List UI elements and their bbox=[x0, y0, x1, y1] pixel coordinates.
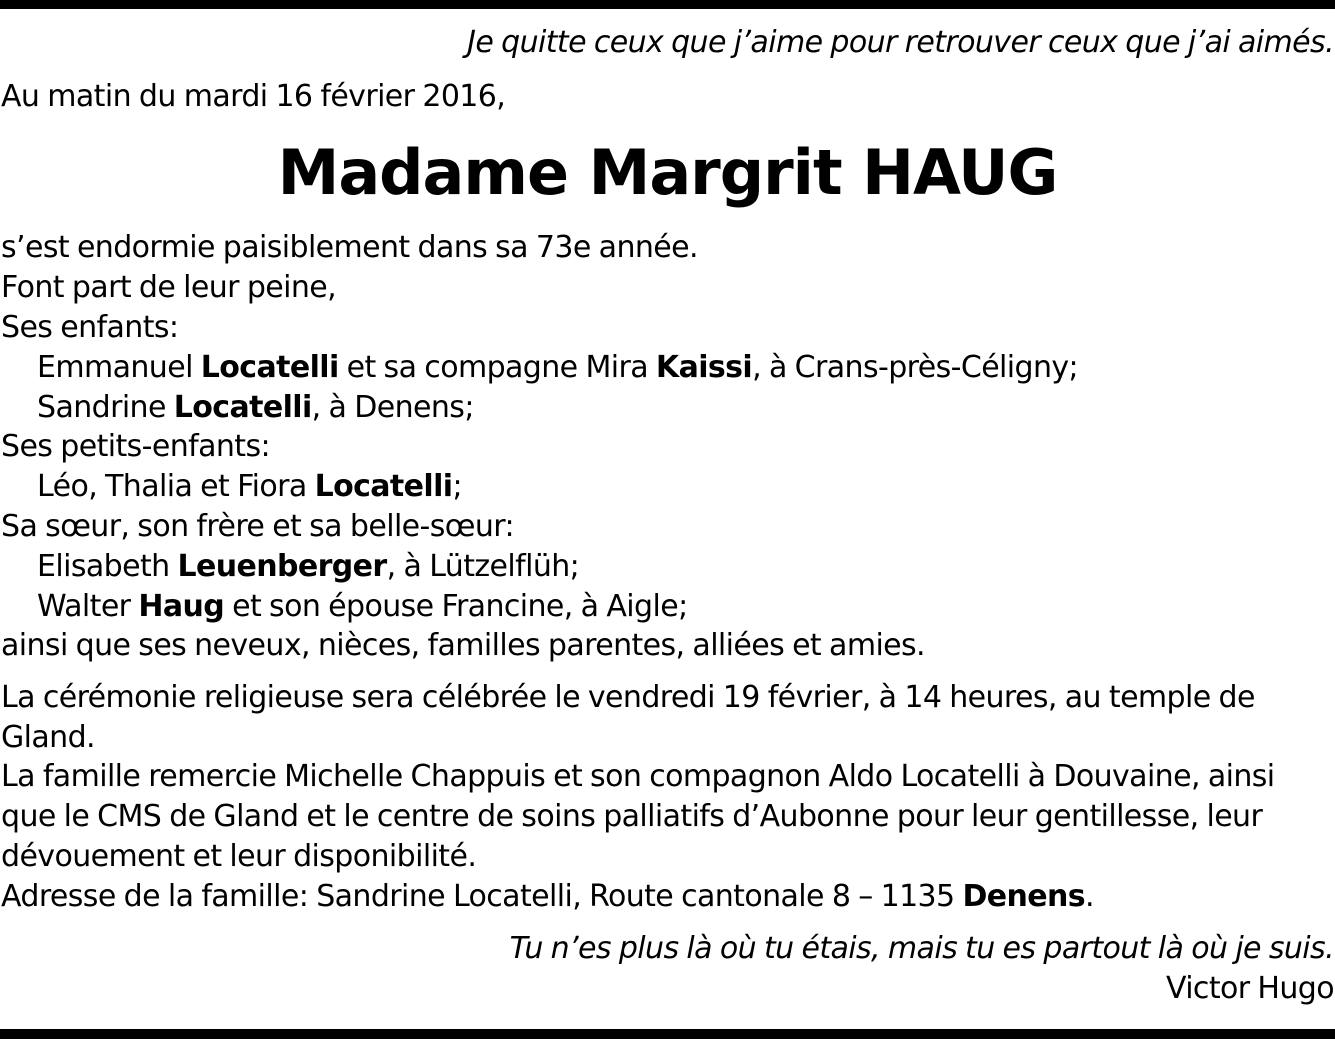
child-line: Sandrine Locatelli, à Denens; bbox=[37, 390, 474, 425]
passing-line: s’est endormie paisiblement dans sa 73e année. bbox=[1, 230, 698, 265]
siblings-heading: Sa sœur, son frère et sa belle-sœur: bbox=[1, 509, 515, 544]
bottom-rule bbox=[0, 1029, 1335, 1039]
top-rule bbox=[0, 0, 1335, 9]
sibling-line: Walter Haug et son épouse Francine, à Aigle; bbox=[37, 589, 688, 624]
intro-line: Au matin du mardi 16 février 2016, bbox=[1, 79, 506, 114]
grandchild-line: Léo, Thalia et Fiora Locatelli; bbox=[37, 469, 462, 504]
ceremony-line: La cérémonie religieuse sera célébrée le vendredi 19 février, à 14 heures, au temple de bbox=[1, 680, 1255, 715]
quote-author: Victor Hugo bbox=[1165, 971, 1334, 1006]
announce-line: Font part de leur peine, bbox=[1, 270, 337, 305]
thanks-line: que le CMS de Gland et le centre de soins palliatifs d’Aubonne pour leur gentillesse, leur bbox=[1, 799, 1263, 834]
others-line: ainsi que ses neveux, nièces, familles parentes, alliées et amies. bbox=[1, 628, 925, 663]
ceremony-line: Gland. bbox=[1, 720, 95, 755]
epigraph: Je quitte ceux que j’aime pour retrouver ceux que j’ai aimés. bbox=[467, 25, 1334, 60]
family-address: Adresse de la famille: Sandrine Locatelli, Route cantonale 8 – 1135 Denens. bbox=[1, 879, 1094, 914]
thanks-line: La famille remercie Michelle Chappuis et son compagnon Aldo Locatelli à Douvaine, ainsi bbox=[1, 759, 1275, 794]
closing-quote: Tu n’es plus là où tu étais, mais tu es partout là où je suis. bbox=[509, 931, 1334, 966]
thanks-line: dévouement et leur disponibilité. bbox=[1, 839, 477, 874]
deceased-name: Madame Margrit HAUG bbox=[277, 136, 1058, 209]
sibling-line: Elisabeth Leuenberger, à Lützelflüh; bbox=[37, 549, 580, 584]
child-line: Emmanuel Locatelli et sa compagne Mira Kaissi, à Crans-près-Céligny; bbox=[37, 350, 1079, 385]
children-heading: Ses enfants: bbox=[1, 310, 179, 345]
grandchildren-heading: Ses petits-enfants: bbox=[1, 429, 271, 464]
